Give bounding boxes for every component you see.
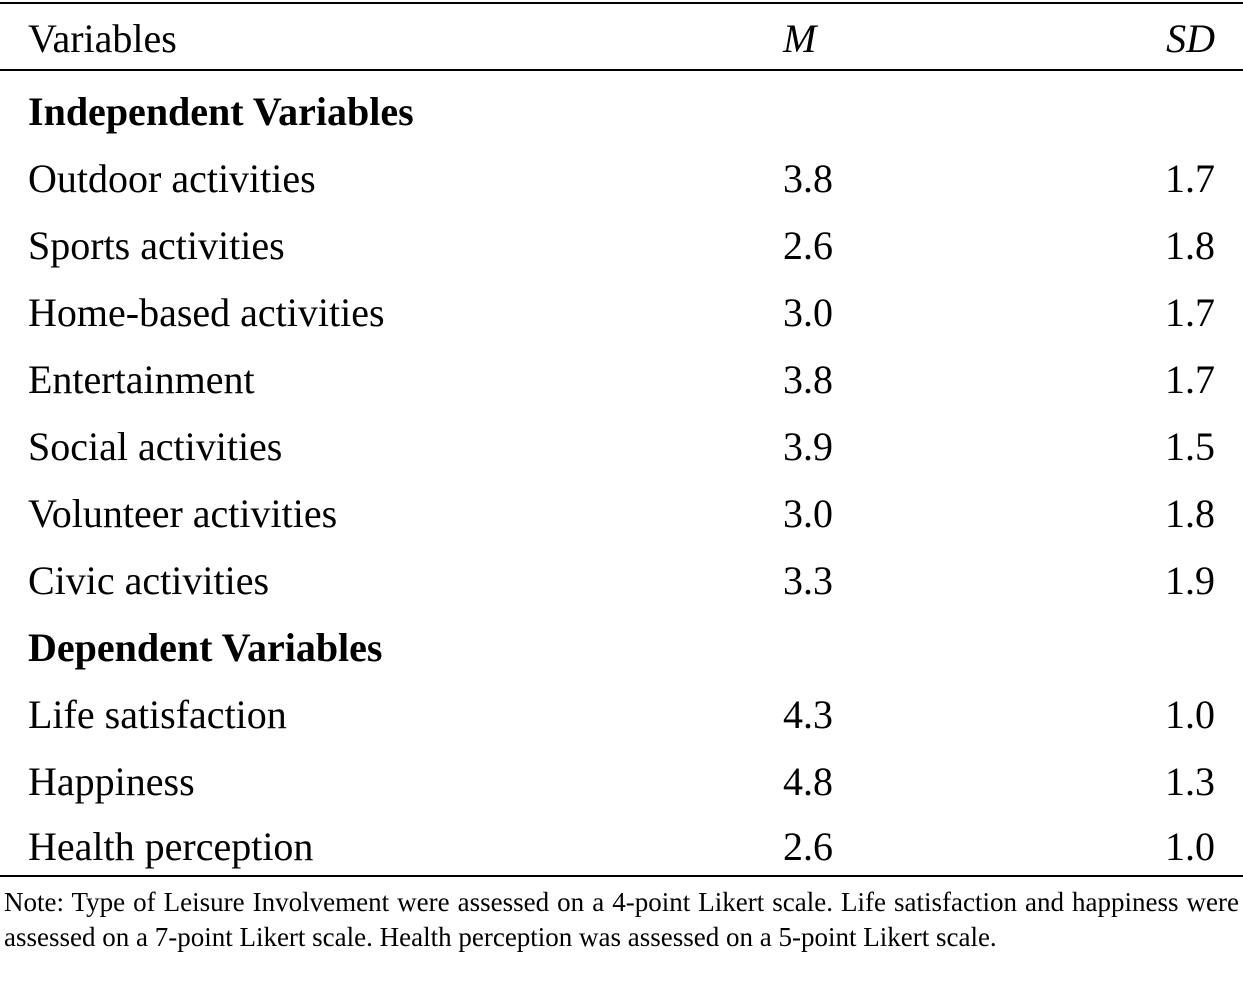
header-mean: M [783, 16, 817, 61]
table-row [0, 547, 1243, 614]
row-variable-name: Outdoor activities [28, 156, 316, 201]
row-mean-value: 3.9 [783, 424, 833, 469]
row-variable-name: Home-based activities [28, 290, 385, 335]
row-variable-name: Civic activities [28, 558, 270, 603]
row-sd-value: 1.8 [1165, 223, 1215, 268]
row-sd-value: 1.5 [1165, 424, 1215, 469]
section-heading-independent [0, 78, 1243, 145]
table-row [0, 279, 1243, 346]
row-mean-value: 2.6 [783, 824, 833, 869]
row-variable-name: Life satisfaction [28, 692, 287, 737]
row-sd-value: 1.8 [1165, 491, 1215, 536]
row-sd-value: 1.7 [1165, 357, 1215, 402]
row-mean-value: 4.3 [783, 692, 833, 737]
table-header-row [0, 8, 1243, 70]
row-mean-value: 3.8 [783, 357, 833, 402]
table-note: Note: Type of Leisure Involvement were assessed on a 4-point Likert scale. Life satisfaction and happiness were assessed on a 7-point Likert scale. Health perception was assessed on a 5-point Likert scale. [4, 887, 1239, 952]
section-heading-dependent [0, 614, 1243, 681]
row-mean-value: 4.8 [783, 759, 833, 804]
row-variable-name: Health perception [28, 824, 314, 869]
row-variable-name: Social activities [28, 424, 283, 469]
row-mean-value: 3.8 [783, 156, 833, 201]
table-row [0, 815, 1243, 875]
row-sd-value: 1.7 [1165, 290, 1215, 335]
header-variables: Variables [28, 16, 177, 61]
row-mean-value: 2.6 [783, 223, 833, 268]
table-row [0, 480, 1243, 547]
row-sd-value: 1.0 [1165, 824, 1215, 869]
row-sd-value: 1.0 [1165, 692, 1215, 737]
row-mean-value: 3.3 [783, 558, 833, 603]
row-variable-name: Volunteer activities [28, 491, 338, 536]
table-header-rule [0, 69, 1243, 71]
row-variable-name: Entertainment [28, 357, 255, 402]
table-row [0, 212, 1243, 279]
row-variable-name: Happiness [28, 759, 195, 804]
row-sd-value: 1.7 [1165, 156, 1215, 201]
row-sd-value: 1.9 [1165, 558, 1215, 603]
table-row [0, 346, 1243, 413]
section-title: Dependent Variables [28, 625, 383, 670]
row-mean-value: 3.0 [783, 290, 833, 335]
row-mean-value: 3.0 [783, 491, 833, 536]
section-title: Independent Variables [28, 89, 414, 134]
header-sd: SD [1166, 16, 1215, 61]
table-row [0, 145, 1243, 212]
table-row [0, 413, 1243, 480]
table-row [0, 748, 1243, 815]
table-bottom-rule [0, 875, 1243, 877]
row-variable-name: Sports activities [28, 223, 285, 268]
table-row [0, 681, 1243, 748]
table-top-rule [0, 2, 1243, 4]
row-sd-value: 1.3 [1165, 759, 1215, 804]
